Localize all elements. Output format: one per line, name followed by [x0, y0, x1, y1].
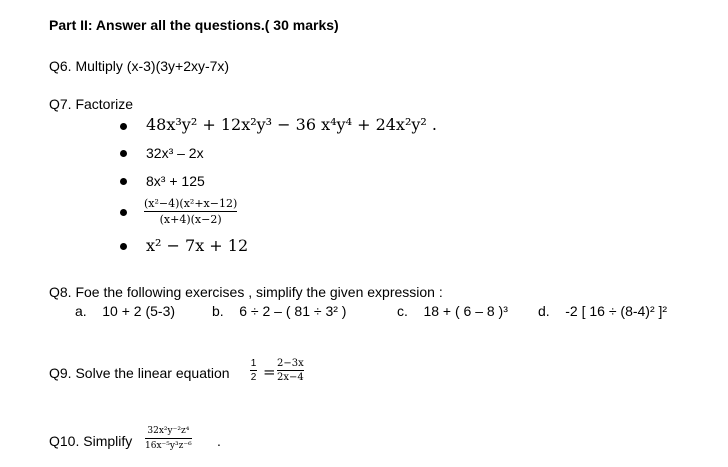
q10-fraction — [145, 425, 192, 452]
q9-rhs-fraction — [277, 358, 304, 383]
q7-item-3-expression: 8x³ + 125 — [146, 173, 205, 189]
fraction-denominator: 2x−4 — [277, 372, 304, 383]
q7-item-4-fraction — [144, 197, 237, 226]
part-letter: c. — [397, 303, 408, 319]
fraction-denominator: 16x⁻⁵y³z⁻⁶ — [145, 441, 192, 451]
part-expression: 10 + 2 (5-3) — [102, 303, 176, 319]
part-letter: b. — [212, 303, 224, 319]
question-7-label: Q7. Factorize — [49, 96, 134, 112]
fraction-bar — [144, 211, 237, 212]
fraction-denominator: (x+4)(x−2) — [159, 213, 222, 226]
q8-part-a — [75, 303, 175, 319]
part-letter: d. — [538, 303, 550, 319]
q10-trailing-period: . — [217, 433, 221, 449]
fraction-bar — [145, 438, 192, 439]
fraction-bar — [277, 370, 304, 371]
bullet-icon — [120, 123, 127, 130]
q9-lhs-fraction — [250, 358, 257, 383]
fraction-bar — [250, 370, 257, 371]
bullet-icon — [120, 243, 127, 250]
bullet-icon — [120, 150, 127, 157]
part-letter: a. — [75, 303, 87, 319]
fraction-numerator: 2−3x — [277, 358, 304, 369]
q7-item-2-expression: 32x³ – 2x — [146, 145, 204, 161]
bullet-icon — [120, 209, 127, 216]
part-expression: 18 + ( 6 – 8 )³ — [423, 303, 508, 319]
fraction-numerator: 1 — [250, 358, 257, 369]
bullet-icon — [120, 178, 127, 185]
q7-item-5-expression: x² − 7x + 12 — [146, 236, 249, 255]
fraction-denominator: 2 — [250, 372, 257, 383]
fraction-numerator: (x²−4)(x²+x−12) — [144, 197, 238, 210]
question-10-label: Q10. Simplify — [49, 433, 133, 449]
equals-sign: = — [263, 363, 276, 381]
question-8-label: Q8. Foe the following exercises , simplify the given expression : — [49, 284, 443, 300]
section-title: Part II: Answer all the questions.( 30 marks) — [49, 17, 339, 33]
question-9-label: Q9. Solve the linear equation — [49, 365, 230, 381]
part-expression: -2 [ 16 ÷ (8-4)² ]² — [565, 303, 668, 319]
q7-item-1-expression: 48x³y² + 12x²y³ − 36 x⁴y⁴ + 24x²y² . — [146, 115, 437, 134]
question-6: Q6. Multiply (x-3)(3y+2xy-7x) — [49, 58, 230, 74]
fraction-numerator: 32x²y⁻²z⁴ — [147, 426, 190, 436]
q8-part-c — [397, 303, 508, 319]
q8-part-b — [212, 303, 346, 319]
q8-part-d — [538, 303, 667, 319]
part-expression: 6 ÷ 2 – ( 81 ÷ 3² ) — [239, 303, 347, 319]
